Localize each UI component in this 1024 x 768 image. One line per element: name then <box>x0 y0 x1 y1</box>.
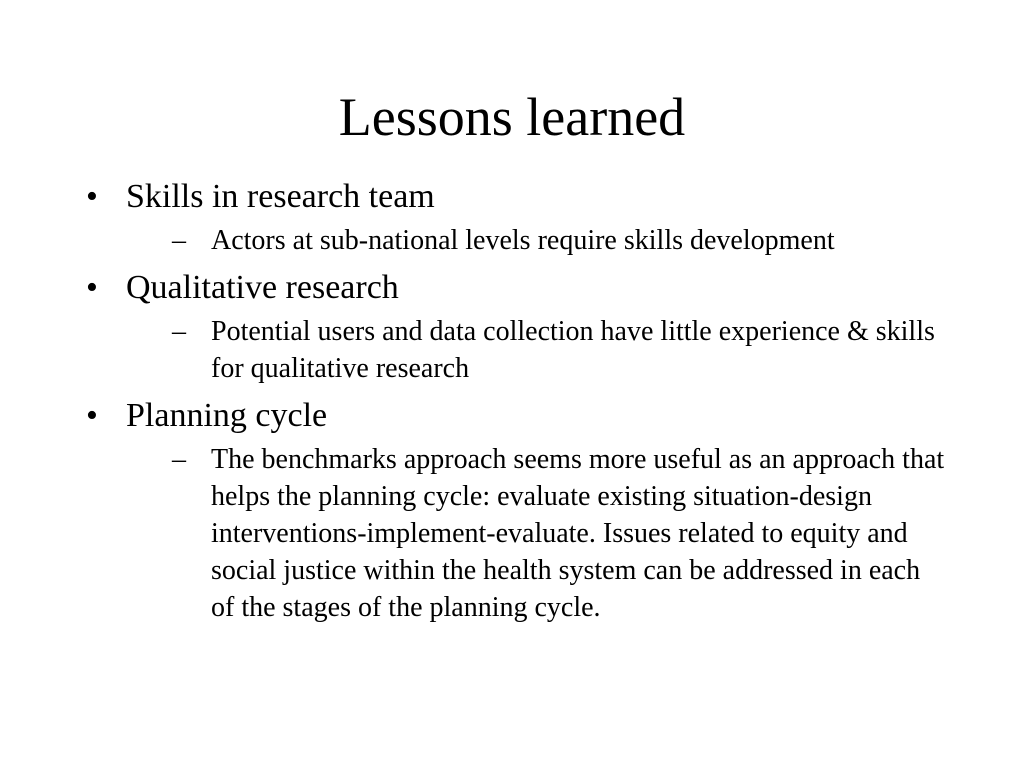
sub-bullet-list <box>126 441 946 626</box>
sub-bullet-marker: – <box>172 225 186 256</box>
slide-title: Lessons learned <box>338 87 686 147</box>
bullet-text: Planning cycle <box>126 397 328 434</box>
bullet-list <box>86 176 946 626</box>
sub-bullet-list <box>126 222 946 259</box>
sub-bullet-list <box>126 313 946 387</box>
bullet-text: Qualitative research <box>126 269 399 306</box>
sub-bullet-text: Actors at sub-national levels require skills development <box>211 225 835 256</box>
sub-bullet-item <box>172 313 946 387</box>
sub-bullet-text: The benchmarks approach seems more useful as an approach that helps the planning cycle: evaluate existing situation-design interventions-implement-evaluate. Issues related to equity and social justice within the health system can be addressed in each of the stages of the planning cycle. <box>211 444 945 623</box>
bullet-marker: • <box>86 397 98 434</box>
sub-bullet-text: Potential users and data collection have little experience & skills for qualitative research <box>211 316 935 384</box>
bullet-marker: • <box>86 269 98 306</box>
bullet-item <box>86 395 946 626</box>
bullet-marker: • <box>86 178 98 215</box>
bullet-item <box>86 176 946 259</box>
bullet-text: Skills in research team <box>126 178 435 215</box>
sub-bullet-marker: – <box>172 316 186 347</box>
sub-bullet-item <box>172 222 946 259</box>
bullet-item <box>86 267 946 387</box>
sub-bullet-marker: – <box>172 444 186 475</box>
sub-bullet-item <box>172 441 946 626</box>
